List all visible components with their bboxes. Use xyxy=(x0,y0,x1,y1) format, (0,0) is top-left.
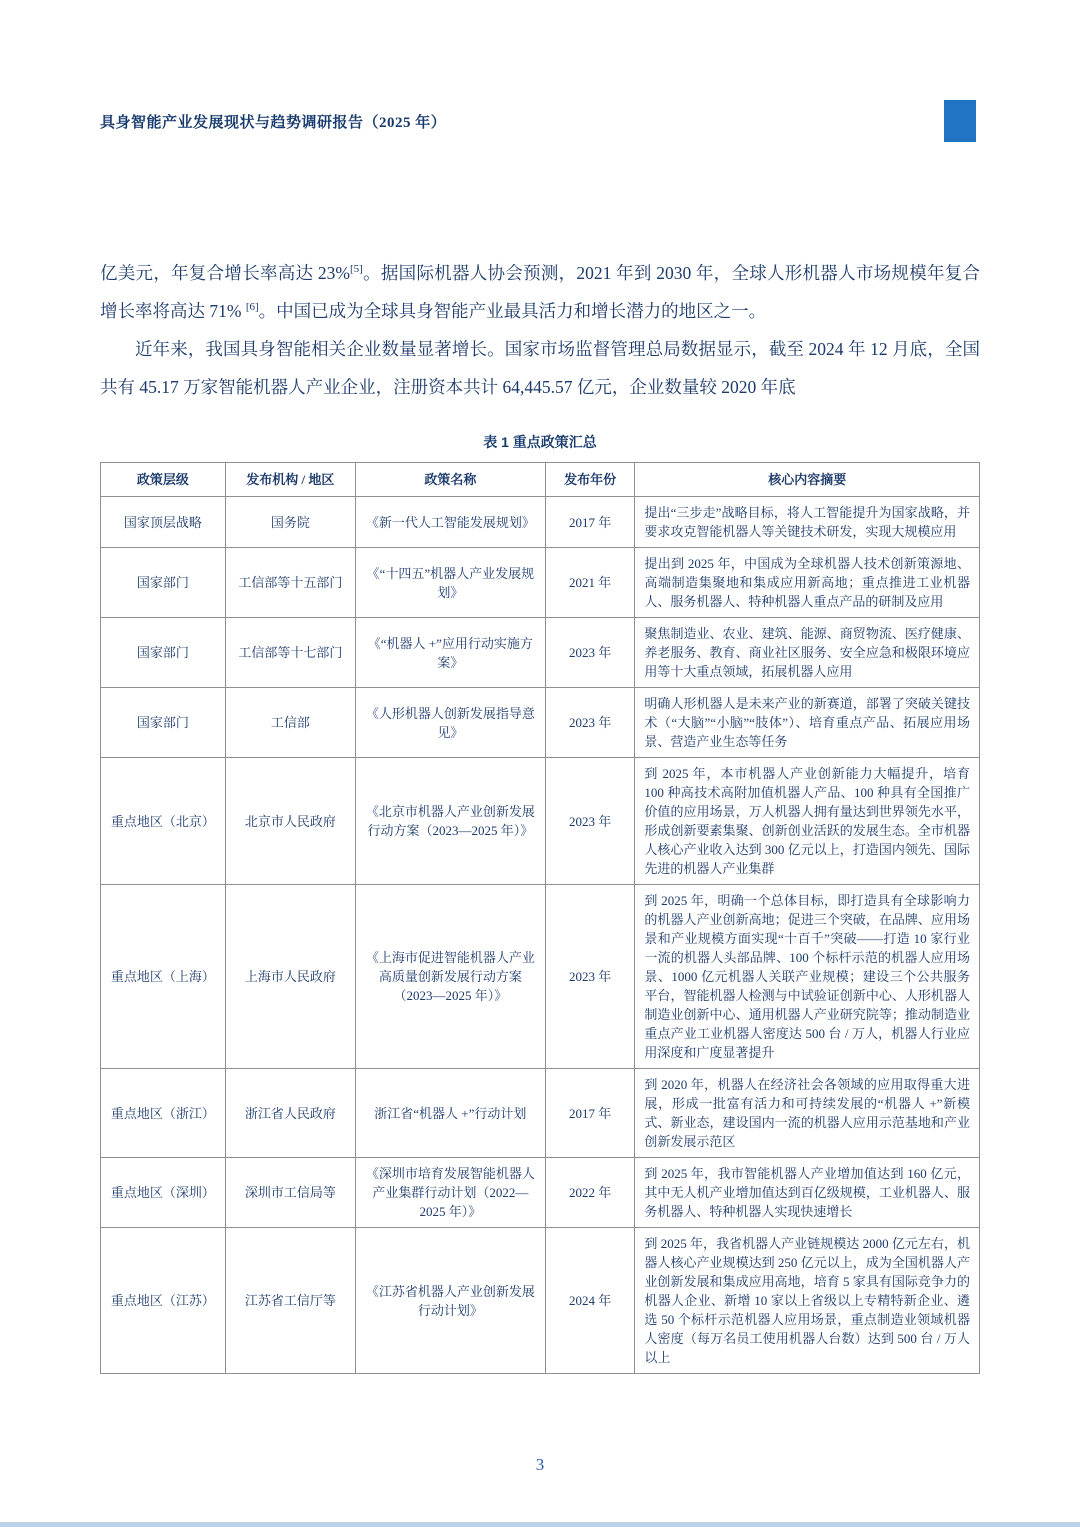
table-row xyxy=(101,1158,980,1228)
text-run: 。据国际机器人协会预测，2021 年到 2030 年，全球人形机器人市场规模年复合增长率将高达 71% xyxy=(100,263,981,321)
table-row xyxy=(101,758,980,885)
cell-policy-name: 《新一代人工智能发展规划》 xyxy=(355,497,545,548)
cell-policy-name: 《北京市机器人产业创新发展行动方案（2023—2025 年）》 xyxy=(355,758,545,885)
cell-policy-name: 《江苏省机器人产业创新发展行动计划》 xyxy=(355,1228,545,1374)
cell-summary: 聚焦制造业、农业、建筑、能源、商贸物流、医疗健康、养老服务、教育、商业社区服务、安全应急和极限环境应用等十大重点领域，拓展机器人应用 xyxy=(635,618,980,688)
policy-table xyxy=(100,462,980,1374)
table-row xyxy=(101,885,980,1069)
page-number: 3 xyxy=(535,1455,545,1474)
cell-summary: 到 2020 年，机器人在经济社会各领域的应用取得重大进展，形成一批富有活力和可持续发展的“机器人 +”新模式、新业态，建设国内一流的机器人应用示范基地和产业创新发展示范区 xyxy=(635,1069,980,1158)
paragraph-enterprise-count: 近年来，我国具身智能相关企业数量显著增长。国家市场监督管理总局数据显示，截至 2024 年 12 月底，全国共有 45.17 万家智能机器人产业企业，注册资本共计 64,445.57 亿元，企业数量较 2020 年底 xyxy=(100,339,980,397)
cell-policy-level: 重点地区（上海） xyxy=(101,885,226,1069)
page-header xyxy=(0,0,1080,142)
cell-agency: 上海市人民政府 xyxy=(225,885,355,1069)
cell-summary: 到 2025 年，本市机器人产业创新能力大幅提升，培育 100 种高技术高附加值机器人产品、100 种具有全国推广价值的应用场景，万人机器人拥有量达到世界领先水平，形成创新要素集聚、创新创业活跃的发展生态。全市机器人核心产业收入达到 300 亿元以上，打造国内领先、国际先进的机器人产业集群 xyxy=(635,758,980,885)
col-header-year: 发布年份 xyxy=(545,463,635,497)
cell-policy-name: 《“十四五”机器人产业发展规划》 xyxy=(355,548,545,618)
cell-policy-level: 重点地区（深圳） xyxy=(101,1158,226,1228)
cell-year: 2022 年 xyxy=(545,1158,635,1228)
text-run: 。中国已成为全球具身智能产业最具活力和增长潜力的地区之一。 xyxy=(258,301,767,321)
cell-year: 2023 年 xyxy=(545,618,635,688)
cell-policy-name: 《“机器人 +”应用行动实施方案》 xyxy=(355,618,545,688)
cell-policy-name: 浙江省“机器人 +”行动计划 xyxy=(355,1069,545,1158)
report-title: 具身智能产业发展现状与趋势调研报告（2025 年） xyxy=(100,114,447,131)
cell-year: 2023 年 xyxy=(545,885,635,1069)
cell-year: 2024 年 xyxy=(545,1228,635,1374)
table-row xyxy=(101,548,980,618)
table-row xyxy=(101,688,980,758)
table-row xyxy=(101,618,980,688)
cell-summary: 到 2025 年，我市智能机器人产业增加值达到 160 亿元，其中无人机产业增加值达到百亿级规模，工业机器人、服务机器人、特种机器人实现快速增长 xyxy=(635,1158,980,1228)
cell-agency: 浙江省人民政府 xyxy=(225,1069,355,1158)
col-header-policy-level: 政策层级 xyxy=(101,463,226,497)
cell-agency: 工信部 xyxy=(225,688,355,758)
cell-agency: 北京市人民政府 xyxy=(225,758,355,885)
cell-summary: 到 2025 年，我省机器人产业链规模达 2000 亿元左右，机器人核心产业规模达到 250 亿元以上，成为全国机器人产业创新发展和集成应用高地，培育 5 家具有国际竞争力的机器人企业、新增 10 家以上省级以上专精特新企业、遴选 50 个标杆示范机器人应用场景，重点制造业领域机器人密度（每万名员工使用机器人台数）达到 500 台 / 万人以上 xyxy=(635,1228,980,1374)
cell-agency: 深圳市工信局等 xyxy=(225,1158,355,1228)
table-title: 表 1 重点政策汇总 xyxy=(483,434,597,450)
cell-agency: 江苏省工信厅等 xyxy=(225,1228,355,1374)
cell-agency: 工信部等十五部门 xyxy=(225,548,355,618)
cell-summary: 明确人形机器人是未来产业的新赛道，部署了突破关键技术（“大脑”“小脑”“肢体”）、培育重点产品、拓展应用场景、营造产业生态等任务 xyxy=(635,688,980,758)
page-footer xyxy=(0,1455,1080,1475)
col-header-summary: 核心内容摘要 xyxy=(635,463,980,497)
cell-policy-name: 《上海市促进智能机器人产业高质量创新发展行动方案（2023—2025 年）》 xyxy=(355,885,545,1069)
cell-year: 2023 年 xyxy=(545,758,635,885)
col-header-agency: 发布机构 / 地区 xyxy=(225,463,355,497)
cell-policy-name: 《人形机器人创新发展指导意见》 xyxy=(355,688,545,758)
footnote-ref-5: [5] xyxy=(350,263,363,276)
col-header-policy-name: 政策名称 xyxy=(355,463,545,497)
cell-agency: 工信部等十七部门 xyxy=(225,618,355,688)
cell-agency: 国务院 xyxy=(225,497,355,548)
table-header-row xyxy=(101,463,980,497)
cell-policy-level: 重点地区（北京） xyxy=(101,758,226,885)
cell-policy-level: 国家顶层战略 xyxy=(101,497,226,548)
table-row xyxy=(101,497,980,548)
paragraph-market-growth xyxy=(100,254,980,330)
cell-year: 2017 年 xyxy=(545,497,635,548)
cell-policy-level: 国家部门 xyxy=(101,618,226,688)
cell-policy-level: 重点地区（浙江） xyxy=(101,1069,226,1158)
cell-summary: 提出到 2025 年，中国成为全球机器人技术创新策源地、高端制造集聚地和集成应用新高地；重点推进工业机器人、服务机器人、特种机器人重点产品的研制及应用 xyxy=(635,548,980,618)
table-row xyxy=(101,1228,980,1374)
next-page-edge xyxy=(0,1522,1080,1527)
cell-summary: 到 2025 年，明确一个总体目标，即打造具有全球影响力的机器人产业创新高地；促进三个突破，在品牌、应用场景和产业规模方面实现“十百千”突破——打造 10 家行业一流的机器人头部品牌、100 个标杆示范的机器人应用场景、1000 亿元机器人关联产业规模；建设三个公共服务平台，智能机器人检测与中试验证创新中心、人形机器人制造业创新中心、通用机器人产业研究院等；推动制造业重点产业工业机器人密度达 500 台 / 万人，机器人行业应用深度和广度显著提升 xyxy=(635,885,980,1069)
cell-policy-level: 重点地区（江苏） xyxy=(101,1228,226,1374)
cell-policy-name: 《深圳市培育发展智能机器人产业集群行动计划（2022—2025 年）》 xyxy=(355,1158,545,1228)
header-accent-square xyxy=(944,100,976,142)
cell-year: 2017 年 xyxy=(545,1069,635,1158)
cell-summary: 提出“三步走”战略目标，将人工智能提升为国家战略，并要求攻克智能机器人等关键技术研发，实现大规模应用 xyxy=(635,497,980,548)
cell-year: 2023 年 xyxy=(545,688,635,758)
cell-year: 2021 年 xyxy=(545,548,635,618)
table-row xyxy=(101,1069,980,1158)
page-content xyxy=(100,254,980,1374)
footnote-ref-6: [6] xyxy=(245,301,259,314)
cell-policy-level: 国家部门 xyxy=(101,548,226,618)
text-run: 亿美元，年复合增长率高达 23% xyxy=(100,263,351,283)
cell-policy-level: 国家部门 xyxy=(101,688,226,758)
